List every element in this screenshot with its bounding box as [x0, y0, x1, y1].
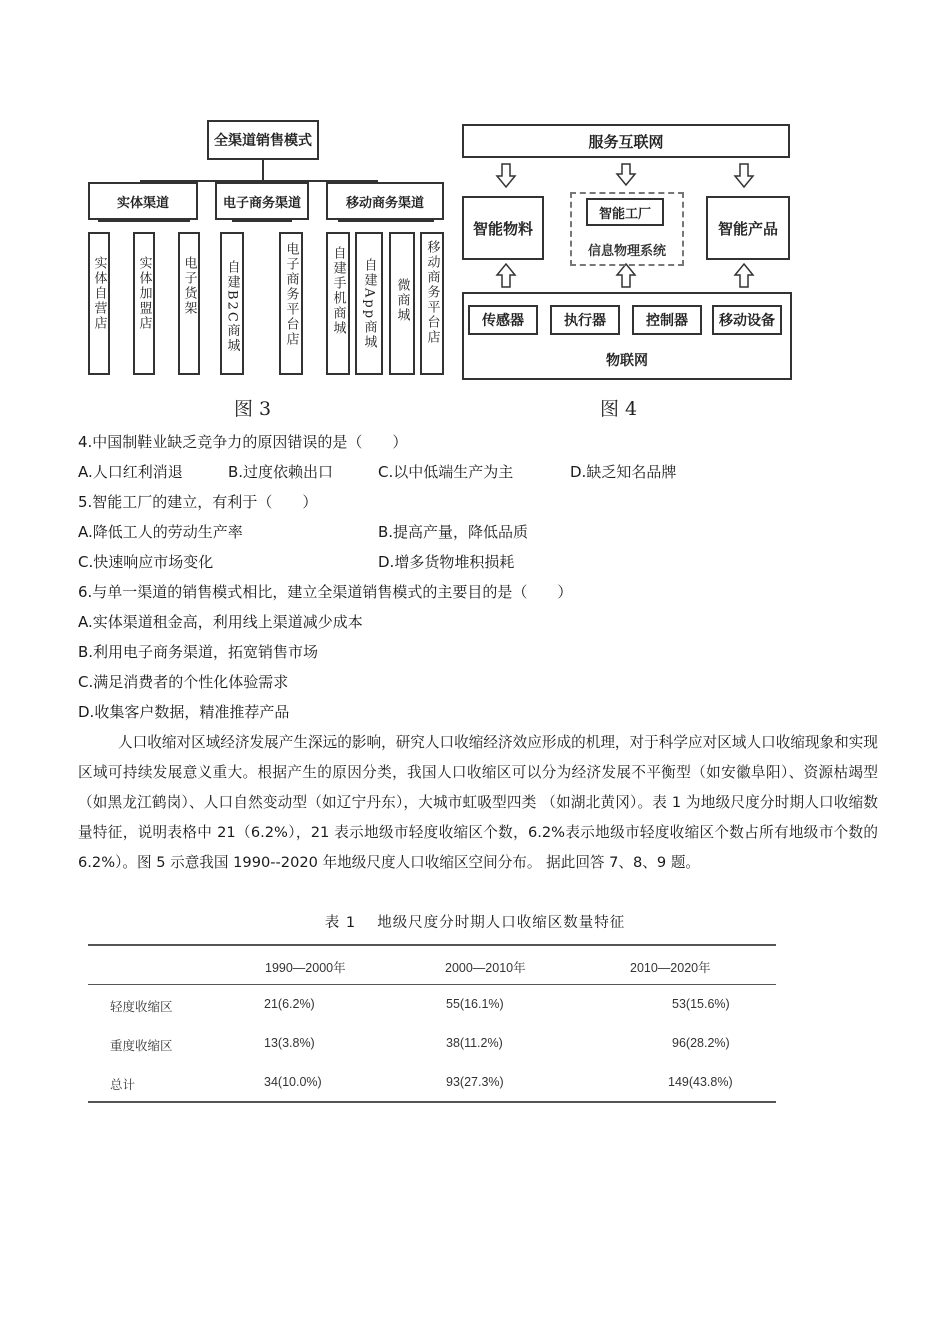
table-cell: 38(11.2%) — [446, 1036, 503, 1050]
fig3-connector — [338, 220, 434, 222]
fig3-leaf-box — [88, 232, 110, 375]
fig3-leaf-box — [326, 232, 350, 375]
fig3-group-box: 电子商务渠道 — [215, 182, 309, 220]
option: A.实体渠道租金高，利用线上渠道减少成本 — [78, 613, 363, 631]
down-arrow-icon — [735, 164, 753, 187]
table-cell: 53(15.6%) — [672, 997, 730, 1011]
table-cell: 34(10.0%) — [264, 1075, 322, 1089]
question-stem: 6.与单一渠道的销售模式相比，建立全渠道销售模式的主要目的是（ ） — [78, 583, 573, 601]
table-cell: 149(43.8%) — [668, 1075, 733, 1089]
fig3-root-box: 全渠道销售模式 — [207, 120, 319, 160]
fig3-leaf-label: 电子商务平台店 — [283, 242, 299, 347]
table-caption: 表 1 地级尺度分时期人口收缩区数量特征 — [324, 915, 626, 931]
fig4-top-box: 服务互联网 — [462, 124, 790, 158]
fig4-device-box: 控制器 — [632, 305, 702, 335]
option: D.缺乏知名品牌 — [570, 463, 677, 481]
fig3-leaf-label: 实体自营店 — [91, 256, 107, 331]
figure-3-caption: 图 3 — [234, 398, 272, 420]
up-arrow-icon — [735, 264, 753, 287]
fig3-leaf-label: 电子货架 — [181, 256, 197, 316]
table-header-cell: 1990—2000年 — [265, 961, 346, 975]
option: C.快速响应市场变化 — [78, 553, 214, 571]
table-top-rule — [88, 944, 776, 946]
option: C.以中低端生产为主 — [378, 463, 514, 481]
fig3-connector — [262, 160, 264, 180]
fig3-connector — [98, 220, 190, 222]
table-header-cell: 2010—2020年 — [630, 961, 711, 975]
table-cell: 96(28.2%) — [672, 1036, 730, 1050]
up-arrow-icon — [497, 264, 515, 287]
fig3-leaf-box — [279, 232, 303, 375]
question-stem: 5.智能工厂的建立，有利于（ ） — [78, 493, 318, 511]
option: B.提高产量，降低品质 — [378, 523, 529, 541]
option: B.利用电子商务渠道，拓宽销售市场 — [78, 643, 319, 661]
option: B.过度依赖出口 — [228, 463, 334, 481]
option: A.人口红利消退 — [78, 463, 183, 481]
question-stem: 4.中国制鞋业缺乏竞争力的原因错误的是（ ） — [78, 433, 408, 451]
down-arrow-icon — [497, 164, 515, 187]
fig3-leaf-label: 自建B2C商城 — [224, 260, 240, 354]
fig3-leaf-box — [178, 232, 200, 375]
fig3-leaf-box — [133, 232, 155, 375]
fig3-leaf-box — [220, 232, 244, 375]
fig3-leaf-label: 微商城 — [394, 278, 410, 323]
fig4-device-box: 移动设备 — [712, 305, 782, 335]
fig4-right-box: 智能产品 — [706, 196, 790, 260]
table-cell: 21(6.2%) — [264, 997, 315, 1011]
fig3-group-box: 移动商务渠道 — [326, 182, 444, 220]
fig3-leaf-label: 自建App商城 — [361, 258, 377, 351]
fig4-center-box: 智能工厂 — [586, 198, 664, 226]
option: C.满足消费者的个性化体验需求 — [78, 673, 289, 691]
table-cell: 93(27.3%) — [446, 1075, 504, 1089]
fig4-device-box: 传感器 — [468, 305, 538, 335]
fig3-leaf-label: 自建手机商城 — [330, 246, 346, 336]
fig3-group-box: 实体渠道 — [88, 182, 198, 220]
figure-4-caption: 图 4 — [600, 398, 638, 420]
option: D.收集客户数据，精准推荐产品 — [78, 703, 290, 721]
table-cell: 轻度收缩区 — [110, 1000, 173, 1014]
fig3-leaf-box — [389, 232, 415, 375]
reading-passage: 人口收缩对区域经济发展产生深远的影响，研究人口收缩经济效应形成的机理，对于科学应对区域人口收缩现象和实现区域可持续发展意义重大。根据产生的原因分类，我国人口收缩区可以分为经济发展不平衡型（如安徽阜阳）、资源枯竭型（如黑龙江鹤岗）、人口自然变动型（如辽宁丹东），大城市虹吸型四类 （如湖北黄冈）。表 1 为地级尺度分时期人口收缩数量特征，说明表格中 21（6.2%），21 表示地级市轻度收缩区个数，6.2%表示地级市轻度收缩区个数占所有地级市个数的 6.2%）。图 5 示意我国 1990--2020 年地级尺度人口收缩区空间分布。 据此回答 7、8、9 题。 — [78, 734, 878, 871]
down-arrow-icon — [617, 164, 635, 185]
table-cell: 总计 — [110, 1078, 136, 1092]
table-header-cell: 2000—2010年 — [445, 961, 526, 975]
fig3-connector — [232, 220, 292, 222]
table-header-rule — [88, 984, 776, 985]
table-cell: 13(3.8%) — [264, 1036, 315, 1050]
fig4-center-label: 信息物理系统 — [587, 244, 666, 259]
table-cell: 55(16.1%) — [446, 997, 504, 1011]
fig3-leaf-label: 移动商务平台店 — [424, 240, 440, 345]
fig3-leaf-box — [355, 232, 383, 375]
fig3-leaf-box — [420, 232, 444, 375]
fig4-device-box: 执行器 — [550, 305, 620, 335]
fig4-bottom-label: 物联网 — [606, 353, 648, 369]
option: D.增多货物堆积损耗 — [378, 553, 515, 571]
fig4-left-box: 智能物料 — [462, 196, 544, 260]
up-arrow-icon — [617, 264, 635, 287]
fig3-leaf-label: 实体加盟店 — [136, 256, 152, 331]
option: A.降低工人的劳动生产率 — [78, 523, 243, 541]
table-cell: 重度收缩区 — [110, 1039, 173, 1053]
table-bottom-rule — [88, 1101, 776, 1103]
